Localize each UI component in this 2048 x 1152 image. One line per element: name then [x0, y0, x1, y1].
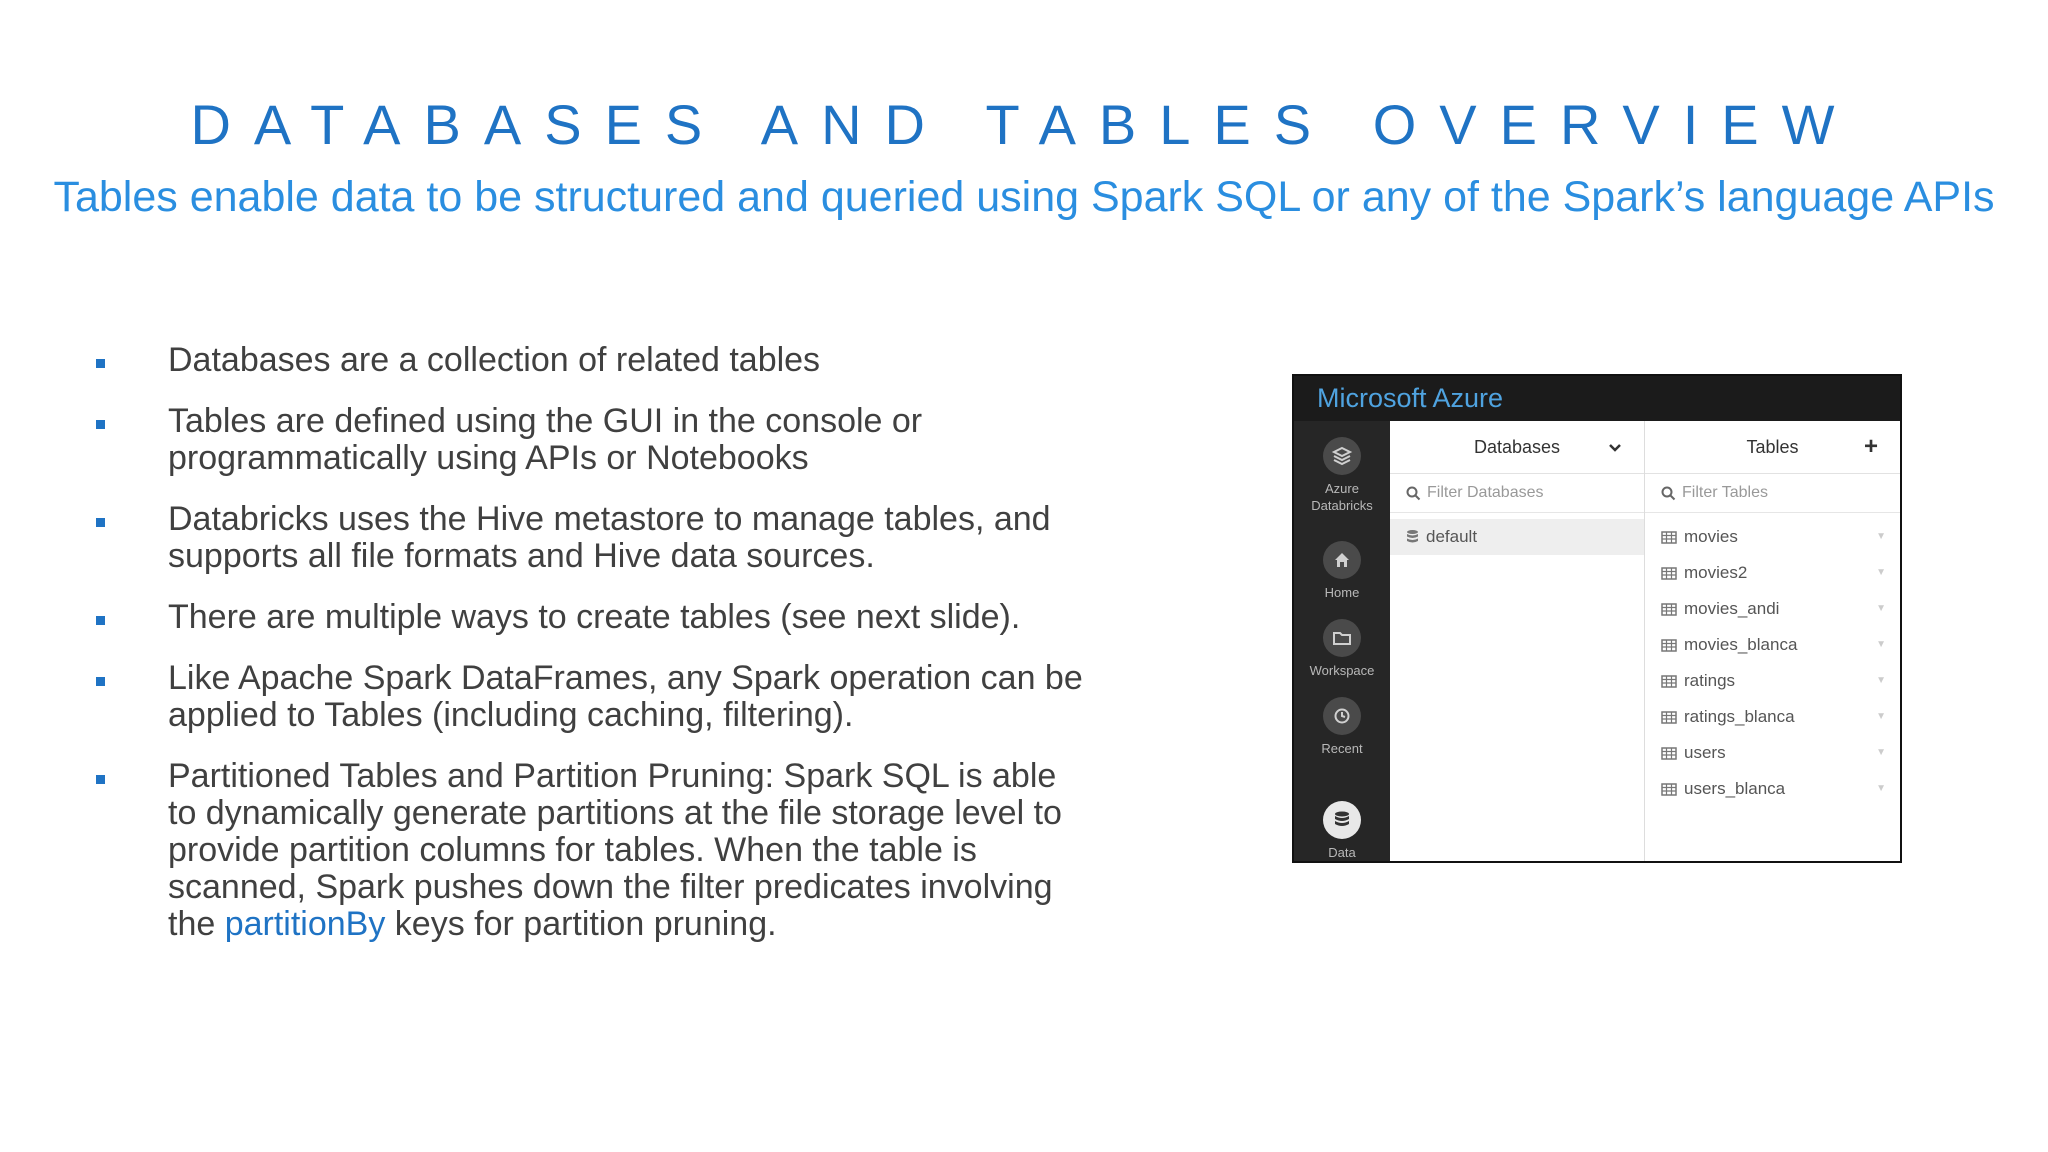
bullet-item [92, 660, 1092, 734]
nav-item-recent[interactable] [1294, 697, 1390, 757]
database-icon [1323, 801, 1361, 839]
table-item[interactable] [1645, 699, 1900, 735]
slide-subtitle: Tables enable data to be structured and queried using Spark SQL or any of the Spark’s language APIs [53, 173, 1995, 221]
table-icon [1661, 747, 1677, 760]
nav-label: Recent [1321, 741, 1363, 756]
bullet-item [92, 599, 1092, 636]
bullet-text: Databases are a collection of related tables [168, 341, 821, 379]
table-item[interactable] [1645, 627, 1900, 663]
table-item[interactable] [1645, 735, 1900, 771]
nav-label: Workspace [1309, 663, 1375, 678]
table-name: users_blanca [1684, 779, 1786, 798]
chevron-down-icon[interactable]: ▼ [1876, 675, 1886, 686]
table-item[interactable] [1645, 663, 1900, 699]
bullet-marker [96, 775, 105, 784]
nav-item-data[interactable] [1294, 801, 1390, 861]
filter-databases-input[interactable] [1390, 474, 1644, 513]
database-icon [1406, 529, 1419, 545]
slide-title: DATABASES AND TABLES OVERVIEW [190, 93, 1858, 156]
database-item-default[interactable] [1390, 519, 1644, 555]
tables-list [1645, 513, 1900, 807]
table-icon [1661, 783, 1677, 796]
bullet-marker [96, 359, 105, 368]
chevron-down-icon[interactable]: ▼ [1876, 567, 1886, 578]
search-icon [1406, 486, 1421, 501]
nav-label: Home [1324, 585, 1360, 600]
filter-tables-placeholder: Filter Tables [1682, 484, 1768, 501]
table-name: movies [1684, 527, 1738, 546]
nav-item-workspace[interactable] [1294, 619, 1390, 679]
bullet-marker [96, 616, 105, 625]
nav-label: Data [1328, 845, 1356, 860]
databases-header-label: Databases [1473, 437, 1561, 457]
table-item[interactable] [1645, 771, 1900, 807]
search-icon [1661, 486, 1676, 501]
bullet-text: Tables are defined using the GUI in the console or programmatically using APIs or Notebooks [168, 402, 923, 477]
table-name: ratings_blanca [1684, 707, 1795, 726]
azure-databricks-screenshot [1292, 374, 1902, 863]
bullet-marker [96, 420, 105, 429]
tables-header [1645, 421, 1900, 474]
bullet-item [92, 758, 1092, 943]
table-icon [1661, 603, 1677, 616]
tables-panel [1645, 421, 1900, 861]
filter-databases-placeholder: Filter Databases [1427, 484, 1544, 501]
table-name: users [1684, 743, 1726, 762]
nav-item-azure-databricks[interactable] [1294, 437, 1390, 514]
table-icon [1661, 567, 1677, 580]
chevron-down-icon[interactable]: ▼ [1876, 531, 1886, 542]
folder-icon [1323, 619, 1361, 657]
chevron-down-icon[interactable]: ▼ [1876, 747, 1886, 758]
table-item[interactable] [1645, 591, 1900, 627]
bullet-text: Like Apache Spark DataFrames, any Spark operation can be applied to Tables (including caching, filtering). [168, 659, 1083, 734]
table-icon [1661, 531, 1677, 544]
table-name: movies2 [1684, 563, 1748, 582]
nav-item-home[interactable] [1294, 541, 1390, 601]
table-name: movies_blanca [1684, 635, 1798, 654]
table-name: ratings [1684, 671, 1736, 690]
bullet-text: Partitioned Tables and Partition Pruning: Spark SQL is able to dynamically generate partitions at the file storage level to provide partition columns for tables. When the table is scanned, Spark pushes down the filter predicates involving the [168, 757, 1062, 943]
table-name: movies_andi [1684, 599, 1780, 618]
clock-icon [1323, 697, 1361, 735]
home-icon [1323, 541, 1361, 579]
chevron-down-icon[interactable]: ▼ [1876, 711, 1886, 722]
bullet-text: Databricks uses the Hive metastore to manage tables, and supports all file formats and Hive data sources. [168, 500, 1051, 575]
databases-panel [1390, 421, 1645, 861]
azure-sidebar [1294, 421, 1390, 861]
tables-header-label: Tables [1746, 437, 1799, 457]
databases-list [1390, 513, 1644, 555]
table-icon [1661, 711, 1677, 724]
plus-icon[interactable]: + [1863, 433, 1878, 460]
filter-tables-input[interactable] [1645, 474, 1900, 513]
table-icon [1661, 639, 1677, 652]
bullet-text-suffix: keys for partition pruning. [385, 905, 777, 943]
bullet-text: There are multiple ways to create tables (see next slide). [168, 598, 1021, 636]
bullet-item [92, 403, 1092, 477]
table-item[interactable] [1645, 555, 1900, 591]
database-name: default [1426, 527, 1478, 546]
bullet-item [92, 501, 1092, 575]
bullet-marker [96, 677, 105, 686]
partitionby-keyword: partitionBy [224, 905, 386, 943]
chevron-down-icon[interactable]: ▼ [1876, 603, 1886, 614]
chevron-down-icon[interactable]: ▼ [1876, 783, 1886, 794]
azure-logo-text: Microsoft Azure [1317, 383, 1504, 413]
databases-header[interactable] [1390, 421, 1644, 474]
bullet-list [92, 342, 1092, 967]
chevron-down-icon[interactable] [1608, 421, 1622, 473]
table-item[interactable] [1645, 519, 1900, 555]
azure-title-bar [1294, 376, 1900, 421]
bullet-marker [96, 518, 105, 527]
bullet-item [92, 342, 1092, 379]
nav-label: Azure Databricks [1311, 481, 1373, 513]
table-icon [1661, 675, 1677, 688]
chevron-down-icon[interactable]: ▼ [1876, 639, 1886, 650]
databricks-icon [1323, 437, 1361, 475]
